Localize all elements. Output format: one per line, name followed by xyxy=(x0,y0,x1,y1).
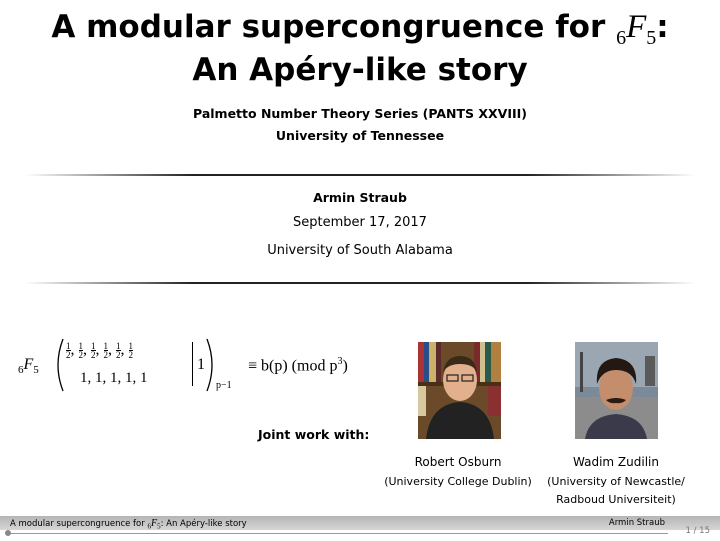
frac-5: $\frac{1}{2}$ xyxy=(116,340,121,360)
event-series: Palmetto Number Theory Series (PANTS XXVIII) xyxy=(193,106,527,121)
formula-F-letter: F xyxy=(23,356,34,373)
frac-1: $\frac{1}{2}$ xyxy=(66,340,71,360)
collaborator-osburn xyxy=(378,453,538,491)
title-math-presub: 6 xyxy=(616,27,627,50)
osburn-name: Robert Osburn xyxy=(414,455,502,469)
bottom-divider xyxy=(25,282,695,284)
formula-postsub: 5 xyxy=(33,364,39,377)
title-line1-text: A modular supercongruence for xyxy=(51,9,617,45)
footer-title-prefix: A modular supercongruence for xyxy=(10,519,148,529)
page-number: 1 / 15 xyxy=(685,526,710,536)
hypergeometric-formula xyxy=(18,336,398,398)
speaker-affiliation: University of South Alabama xyxy=(267,243,453,258)
title-math xyxy=(616,9,657,50)
progress-track[interactable] xyxy=(8,533,668,534)
formula-arg: 1 xyxy=(197,356,205,373)
photo-robert-osburn xyxy=(418,342,501,439)
progress-knob[interactable] xyxy=(5,530,11,536)
osburn-affiliation: (University College Dublin) xyxy=(384,475,532,488)
footer-author: Armin Straub xyxy=(608,518,665,528)
speaker-name: Armin Straub xyxy=(313,190,407,205)
formula-top-row: $\frac{1}{2}$ , $\frac{1}{2}$ , $\frac{1}{2}$ , $\frac{1}{2}$ , $\frac{1}{2}$ , $\frac{1}{2}$ xyxy=(66,340,133,360)
congruence-close: ) xyxy=(342,357,348,375)
formula-F xyxy=(18,356,39,376)
formula-presub: 6 xyxy=(18,364,24,377)
talk-date: September 17, 2017 xyxy=(293,215,427,230)
formula-bar xyxy=(192,342,193,386)
title-math-postsub: 5 xyxy=(646,27,657,50)
joint-work-label: Joint work with: xyxy=(258,427,370,442)
collaborator-zudilin xyxy=(536,453,696,509)
title-math-F: F xyxy=(626,9,647,45)
footer-title-math: $_6F_5$ xyxy=(147,518,161,531)
congruence-exp: 3 xyxy=(337,356,343,367)
congruence-text: ≡ b(p) (mod p xyxy=(248,357,338,375)
footer-bar xyxy=(0,516,720,530)
zudilin-affiliation-2: Radboud Universiteit) xyxy=(556,493,676,506)
title-colon: : xyxy=(656,9,669,45)
footer-title xyxy=(10,516,247,534)
frac-4: $\frac{1}{2}$ xyxy=(103,340,108,360)
formula-bottom-row: 1, 1, 1, 1, 1 xyxy=(80,370,148,386)
footer-title-suffix: : An Apéry-like story xyxy=(160,519,247,529)
event-venue: University of Tennessee xyxy=(275,128,445,143)
frac-2: $\frac{1}{2}$ xyxy=(78,340,83,360)
zudilin-name: Wadim Zudilin xyxy=(573,455,659,469)
formula-left-paren xyxy=(52,338,66,392)
slide-subtitle: An Apéry-like story xyxy=(192,52,528,88)
top-divider xyxy=(25,174,695,176)
formula-congruence xyxy=(248,356,348,375)
frac-3: $\frac{1}{2}$ xyxy=(91,340,96,360)
formula-eval-sub: p−1 xyxy=(216,380,232,391)
zudilin-affiliation-1: (University of Newcastle/ xyxy=(547,475,685,488)
photo-wadim-zudilin xyxy=(575,342,658,439)
frac-6: $\frac{1}{2}$ xyxy=(128,340,133,360)
